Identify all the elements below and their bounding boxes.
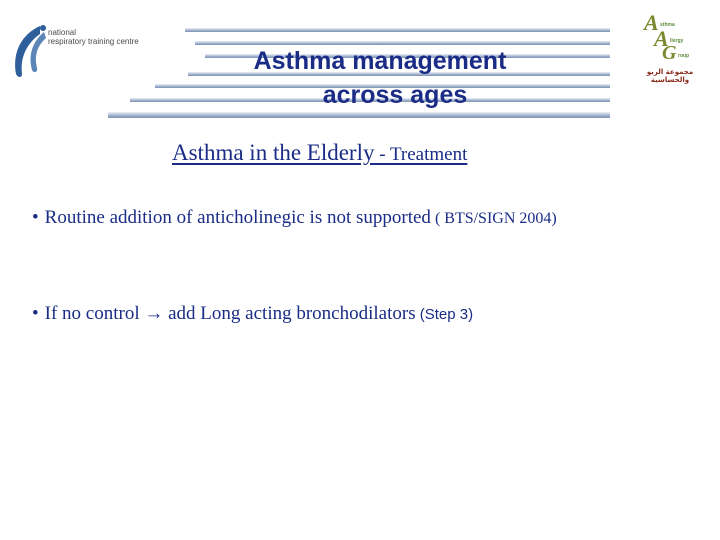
nrtc-line1: national — [48, 28, 77, 37]
aag-letter-g: G — [662, 42, 677, 64]
bullet-item — [32, 303, 473, 325]
aag-letter-a2: A — [654, 26, 669, 51]
bullet-reference: (Step 3) — [415, 306, 474, 323]
nrtc-logo — [10, 22, 145, 82]
nrtc-logo-text — [48, 28, 139, 46]
bullet-text: Routine addition of anticholinegic is not supported — [44, 207, 431, 228]
title-line1: Asthma management — [253, 47, 507, 75]
title-line2: across ages — [322, 81, 468, 109]
nrtc-swoosh-icon — [10, 22, 50, 82]
aag-logo — [630, 10, 710, 84]
subtitle-suffix: - Treatment — [374, 144, 468, 165]
aag-letter-a1: A — [644, 10, 659, 35]
aag-word3: roup — [678, 53, 690, 59]
bullet-marker: • — [32, 207, 39, 228]
bullet-reference: ( BTS/SIGN 2004) — [430, 210, 557, 227]
subtitle-main: Asthma in the Elderly — [172, 140, 375, 165]
nrtc-line2: respiratory training centre — [48, 37, 139, 46]
aag-word1: sthma — [660, 22, 675, 28]
bullet-marker: • — [32, 303, 39, 324]
aag-word2: llergy — [670, 38, 684, 44]
bullet-text: If no control → add Long acting bronchodilators — [44, 303, 416, 324]
bullet-item — [32, 207, 557, 229]
header-stripe — [108, 112, 610, 118]
header-stripe — [185, 28, 610, 32]
page-title — [150, 44, 610, 112]
aag-arabic-text: مجموعة الربو والحساسية — [646, 68, 694, 84]
section-subtitle — [172, 140, 467, 166]
